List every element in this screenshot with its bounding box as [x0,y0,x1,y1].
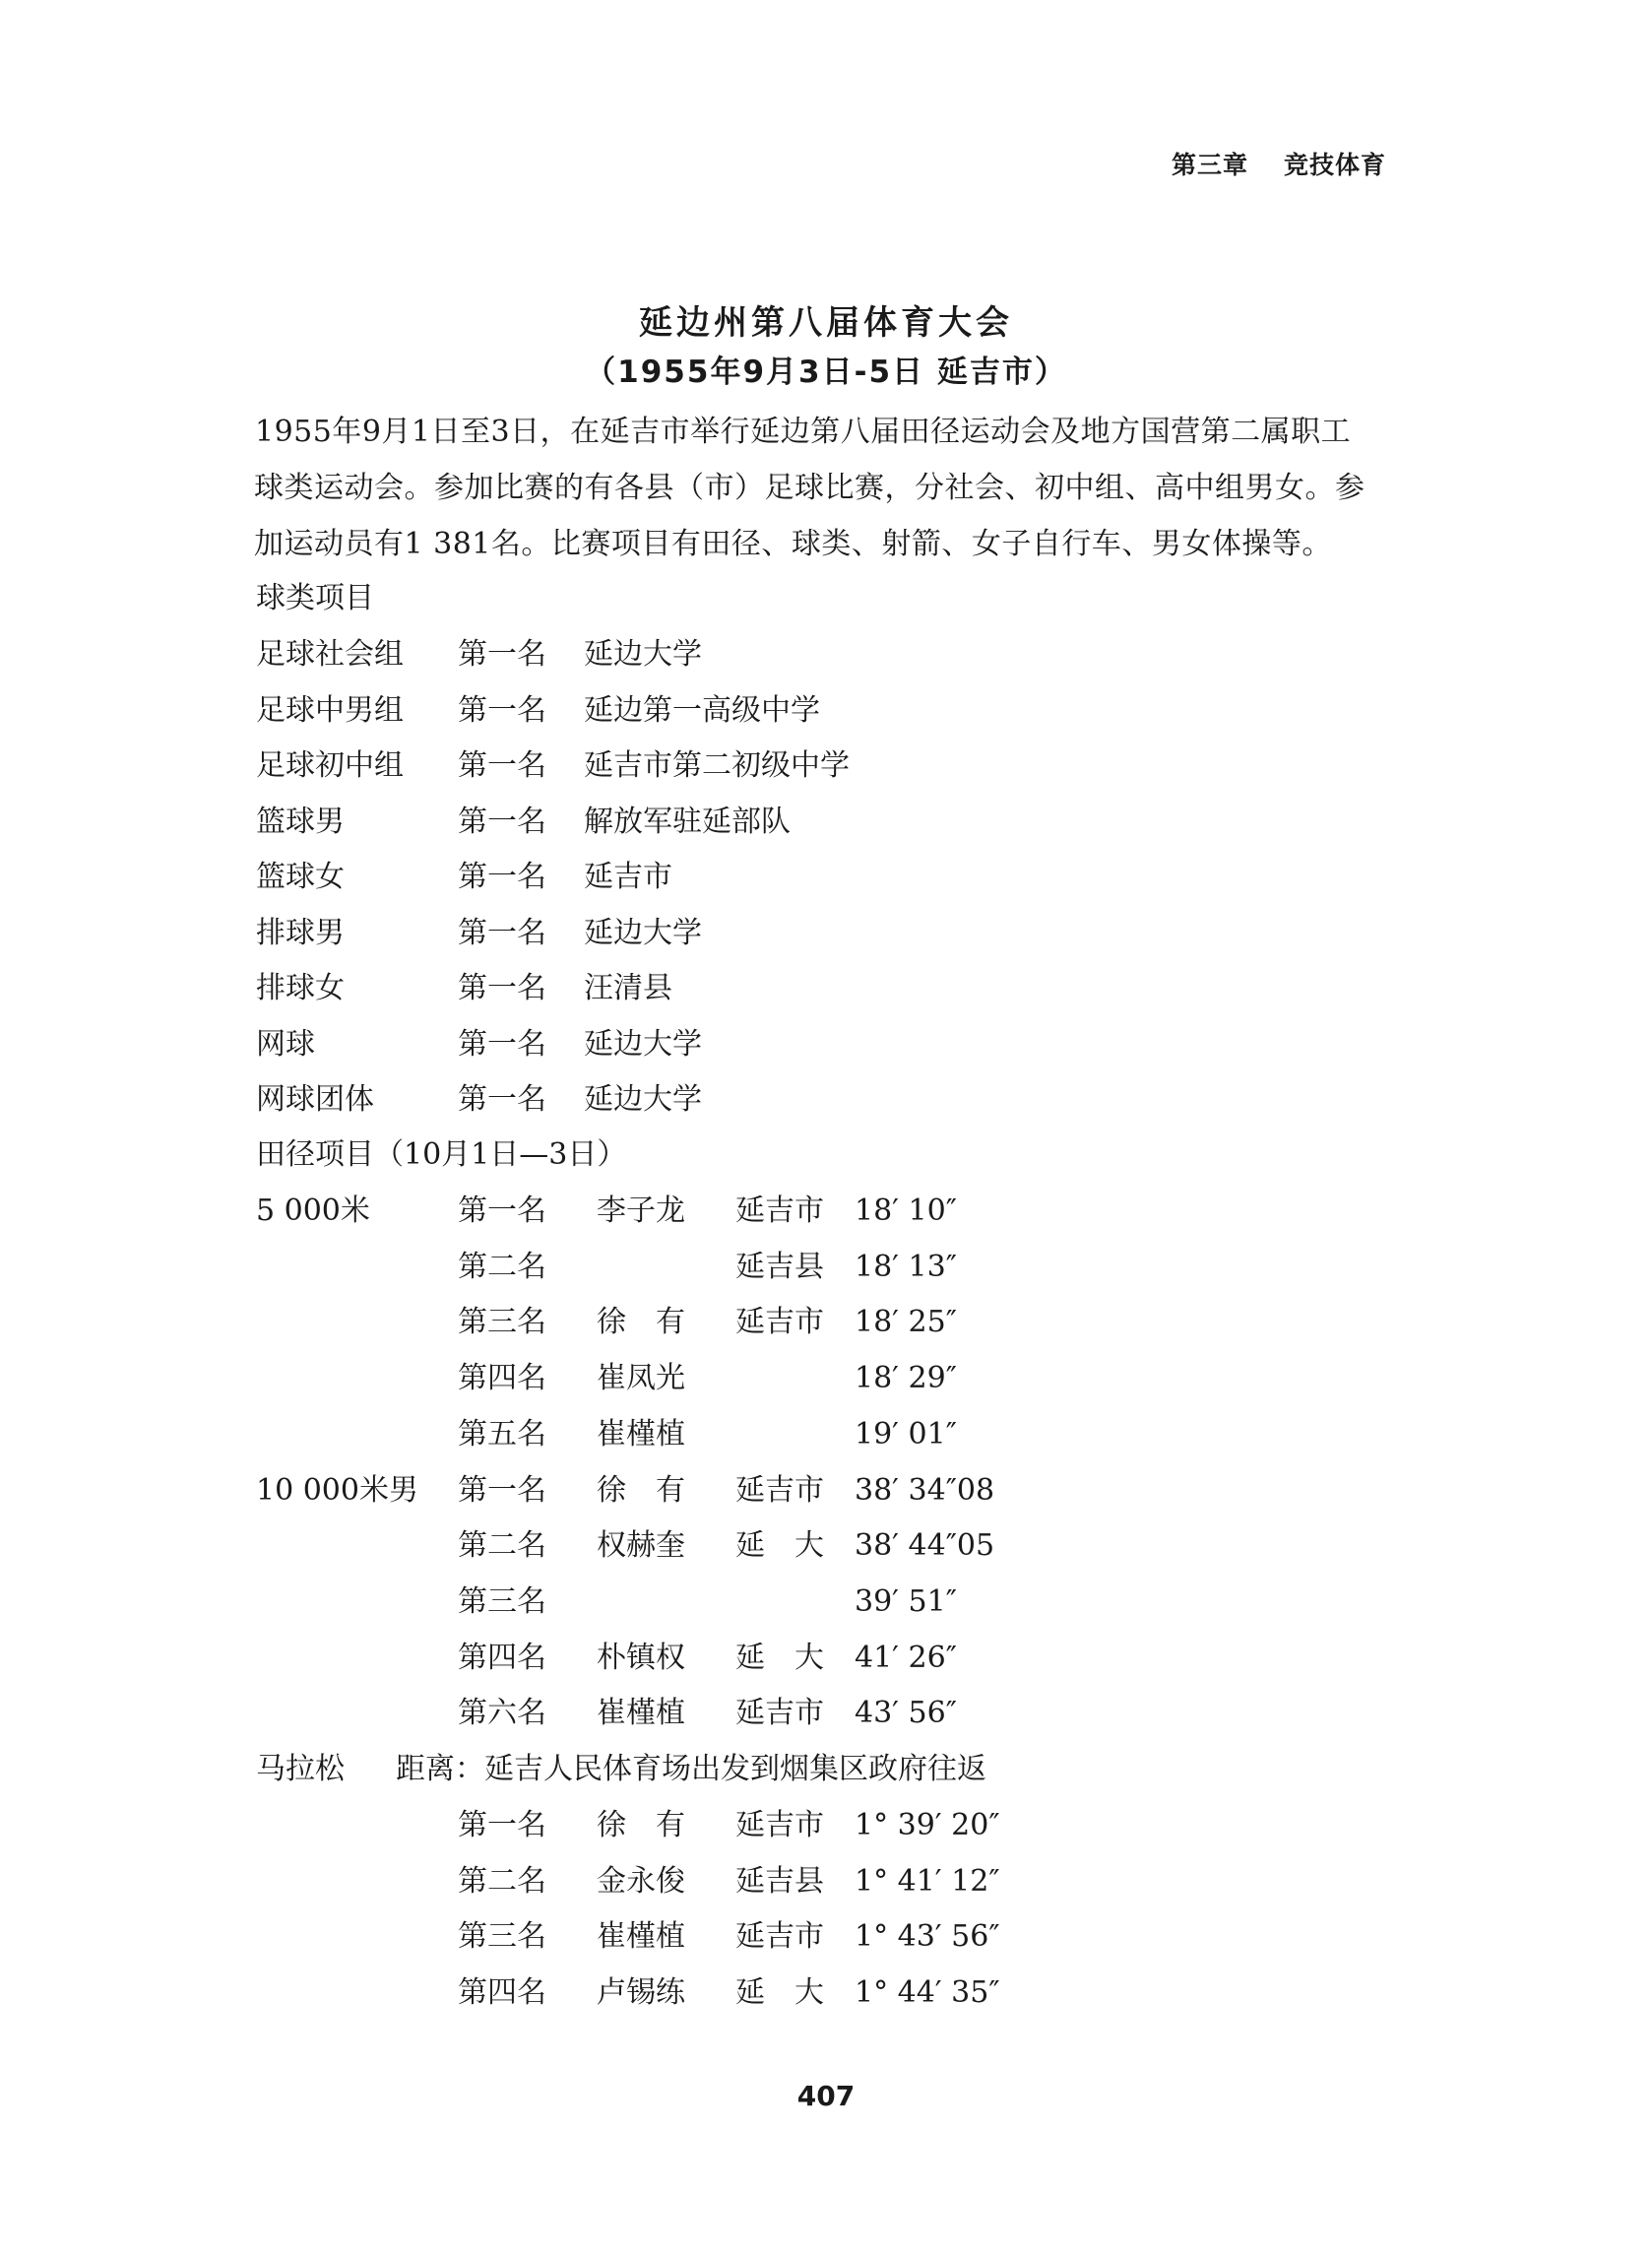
athlete-name: 李子龙 [597,1193,685,1228]
marathon-distance: 距离：延吉人民体育场出发到烟集区政府往返 [396,1752,986,1786]
rank-label: 第一名 [458,637,546,672]
result-time: 18′ 25″ [855,1305,957,1340]
event-name: 篮球男 [256,804,345,839]
winner-name: 延边大学 [584,637,702,672]
team-unit: 延吉市 [735,1472,824,1508]
rank-label: 第一名 [458,860,546,894]
rank-label: 第一名 [458,971,546,1005]
rank-label: 第二名 [458,1249,546,1284]
page-subtitle: （1955年9月3日-5日 延吉市） [585,355,1067,390]
athlete-name: 崔槿植 [597,1919,685,1955]
team-unit: 延 大 [735,1528,824,1564]
result-time: 18′ 13″ [855,1249,957,1284]
team-unit: 延吉市 [735,1696,824,1731]
athlete-name: 徐 有 [597,1305,685,1340]
athlete-name: 崔槿植 [597,1416,685,1451]
winner-name: 解放军驻延部队 [584,804,791,839]
section-label: 竞技体育 [1283,151,1386,179]
rank-label: 第三名 [458,1305,546,1340]
result-time: 38′ 34″08 [855,1472,995,1508]
winner-name: 汪清县 [584,971,672,1005]
rank-label: 第一名 [458,1193,546,1228]
intro-paragraph [254,404,1401,572]
chapter-label: 第三章 [1171,151,1248,179]
result-time: 39′ 51″ [855,1583,957,1619]
result-time: 18′ 29″ [855,1361,957,1396]
winner-name: 延边大学 [584,1026,702,1062]
event-name: 足球社会组 [256,637,404,672]
rank-label: 第一名 [458,915,546,950]
rank-label: 第一名 [458,804,546,839]
rank-label: 第一名 [458,1472,546,1508]
rank-label: 第一名 [458,692,546,728]
page-title: 延边州第八届体育大会 [639,303,1013,343]
team-unit: 延吉市 [735,1919,824,1955]
athlete-name: 崔凤光 [597,1361,685,1396]
intro-line: 1955年9月1日至3日，在延吉市举行延边第八届田径运动会及地方国营第二属职工 [255,415,1352,449]
athlete-name: 朴镇权 [597,1640,685,1675]
event-name: 10 000米男 [256,1472,418,1508]
intro-line: 球类运动会。参加比赛的有各县（市）足球比赛，分社会、初中组、高中组男女。参 [254,471,1366,505]
result-time: 1° 43′ 56″ [855,1919,1000,1955]
result-time: 1° 44′ 35″ [855,1975,1000,2011]
rank-label: 第二名 [458,1528,546,1564]
athlete-name: 徐 有 [597,1808,685,1842]
athlete-name: 卢锡练 [597,1975,685,2011]
result-time: 43′ 56″ [855,1696,957,1731]
result-time: 1° 41′ 12″ [855,1863,1000,1899]
result-time: 41′ 26″ [855,1640,957,1675]
winner-name: 延吉市第二初级中学 [584,748,850,783]
winner-name: 延边第一高级中学 [584,692,820,728]
section-heading-text: 田径项目（10月1日—3日） [256,1137,627,1172]
team-unit: 延吉市 [735,1193,824,1228]
rank-label: 第三名 [458,1583,546,1619]
athlete-name: 徐 有 [597,1472,685,1508]
running-header [1172,146,1386,181]
event-name: 足球初中组 [256,748,404,783]
result-time: 38′ 44″05 [855,1528,995,1564]
team-unit: 延吉县 [735,1249,824,1284]
athlete-name: 金永俊 [597,1863,685,1899]
winner-name: 延吉市 [584,860,672,894]
marathon-event-label: 马拉松 [256,1752,345,1786]
rank-label: 第一名 [458,1808,546,1842]
event-name: 排球男 [256,915,345,950]
rank-label: 第三名 [458,1919,546,1955]
team-unit: 延 大 [735,1975,824,2011]
team-unit: 延吉市 [735,1305,824,1340]
winner-name: 延边大学 [584,1082,702,1117]
section-heading-text: 球类项目 [256,581,374,615]
team-unit: 延吉市 [735,1808,824,1842]
rank-label: 第一名 [458,1026,546,1062]
rank-label: 第六名 [458,1696,546,1731]
team-unit: 延 大 [735,1640,824,1675]
team-unit: 延吉县 [735,1863,824,1899]
rank-label: 第四名 [458,1975,546,2011]
result-time: 18′ 10″ [855,1193,957,1228]
winner-name: 延边大学 [584,915,702,950]
intro-line: 加运动员有1 381名。比赛项目有田径、球类、射箭、女子自行车、男女体操等。 [254,527,1332,561]
rank-label: 第五名 [458,1416,546,1451]
result-time: 1° 39′ 20″ [855,1808,1000,1842]
event-name: 5 000米 [256,1193,370,1228]
event-name: 网球团体 [256,1082,374,1117]
athlete-name: 崔槿植 [597,1696,685,1731]
rank-label: 第二名 [458,1863,546,1899]
event-name: 足球中男组 [256,692,404,728]
rank-label: 第四名 [458,1361,546,1396]
rank-label: 第四名 [458,1640,546,1675]
page-number: 407 [796,2080,856,2112]
athlete-name: 权赫奎 [597,1528,685,1564]
event-name: 篮球女 [256,860,345,894]
rank-label: 第一名 [458,1082,546,1117]
rank-label: 第一名 [458,748,546,783]
event-name: 网球 [256,1026,315,1062]
result-time: 19′ 01″ [855,1416,957,1451]
event-name: 排球女 [256,971,345,1005]
